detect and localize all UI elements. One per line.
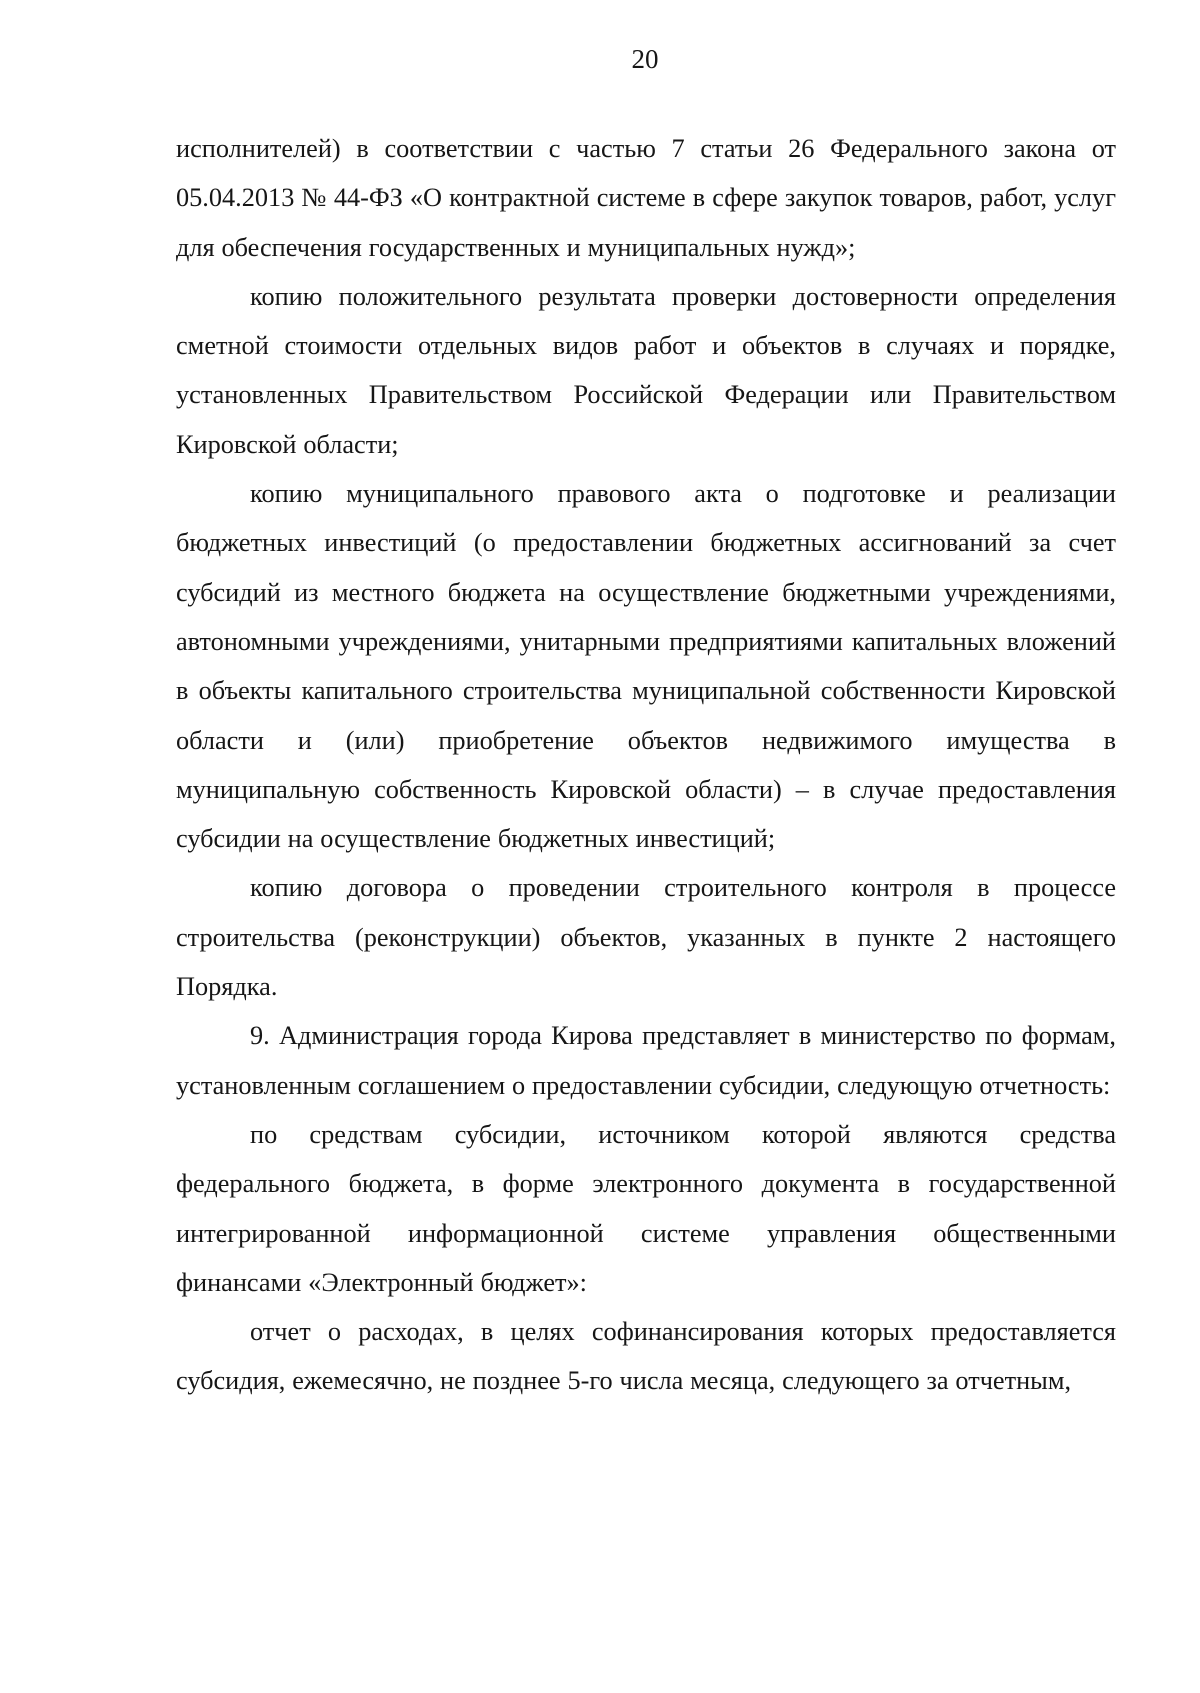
paragraph-expense-report: отчет о расходах, в целях софинансирования которых предоставляется субсидия, ежемесячно, не позднее 5-го числа месяца, следующего за отчетным,	[176, 1317, 1116, 1396]
paragraph-estimate-verification: копию положительного результата проверки достоверности определения сметной стоимости отдельных видов работ и объектов в случаях и порядке, установленных Правительством Российской Федерации или Правительством Кировской области;	[176, 281, 1116, 459]
paragraph-construction-control: копию договора о проведении строительного контроля в процессе строительства (реконструкции) объектов, указанных в пункте 2 настоящего Порядка.	[176, 873, 1116, 1002]
paragraph-continuation: исполнителей) в соответствии с частью 7 статьи 26 Федерального закона от 05.04.2013 № 44-ФЗ «О контрактной системе в сфере закупок товаров, работ, услуг для обеспечения государственных и муниципальных нужд»;	[176, 134, 1116, 262]
page-number: 20	[631, 44, 659, 74]
document-body	[176, 124, 1116, 1406]
paragraph-federal-funds: по средствам субсидии, источником которой являются средства федерального бюджета, в форме электронного документа в государственной интегрированной информационной системе управления общественными финансами «Электронный бюджет»:	[176, 1119, 1116, 1297]
paragraph-item-9: 9. Администрация города Кирова представляет в министерство по формам, установленным соглашением о предоставлении субсидии, следующую отчетность:	[176, 1021, 1116, 1100]
paragraph-municipal-act: копию муниципального правового акта о подготовке и реализации бюджетных инвестиций (о предоставлении бюджетных ассигнований за счет субсидий из местного бюджета на осуществление бюджетными учреждениями, автономными учреждениями, унитарными предприятиями капитальных вложений в объекты капитального строительства муниципальной собственности Кировской области и (или) приобретение объектов недвижимого имущества в муниципальную собственность Кировской области) – в случае предоставления субсидии на осуществление бюджетных инвестиций;	[176, 479, 1116, 854]
